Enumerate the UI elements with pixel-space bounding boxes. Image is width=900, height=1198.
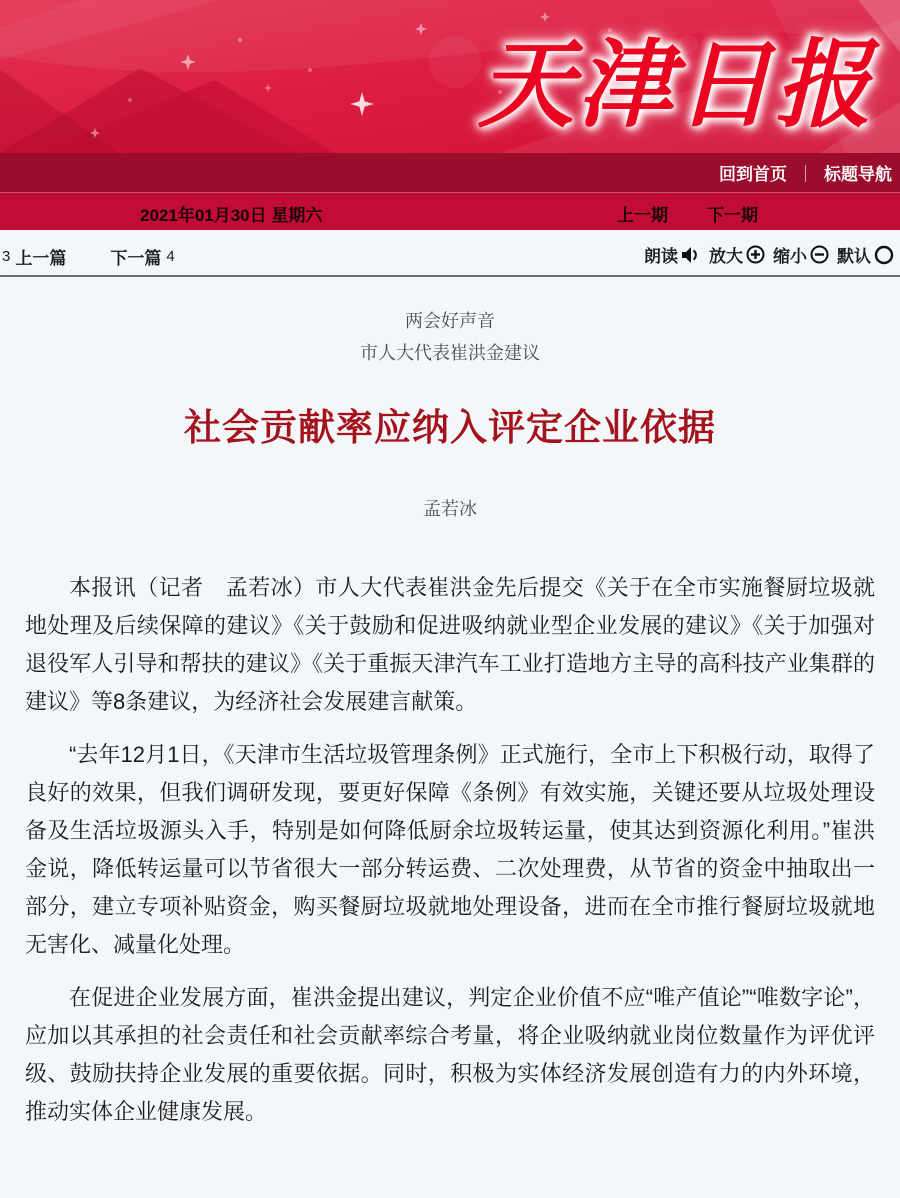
article-headline: 社会贡献率应纳入评定企业依据 bbox=[184, 407, 716, 448]
zoom-in-plus-circle-icon bbox=[746, 245, 765, 264]
speaker-icon bbox=[681, 246, 701, 264]
default-size-button[interactable] bbox=[837, 242, 894, 267]
masthead-banner bbox=[0, 0, 900, 153]
zoom-out-label: 缩小 bbox=[773, 247, 807, 266]
article-body bbox=[25, 569, 875, 1131]
next-article-button[interactable]: 下一篇 bbox=[110, 249, 162, 268]
issue-date: 2021年01月30日 星期六 bbox=[140, 206, 323, 225]
previous-issue-link[interactable]: 上一期 bbox=[617, 206, 668, 225]
zoom-in-button[interactable] bbox=[709, 242, 765, 267]
article-paragraph: “去年12月1日，《天津市生活垃圾管理条例》正式施行，全市上下积极行动，取得了良好的效果，但我们调研发现，要更好保障《条例》有效实施，关键还要从垃圾处理设备及生活垃圾源头入手，特别是如何降低厨余垃圾转运量，使其达到资源化利用。”崔洪金说，降低转运量可以节省很大一部分转运费、二次处理费，从节省的资金中抽取出一部分，建立专项补贴资金，购买餐厨垃圾就地处理设备，进而在全市推行餐厨垃圾就地无害化、减量化处理。 bbox=[25, 742, 875, 957]
date-bar bbox=[0, 192, 900, 230]
zoom-in-label: 放大 bbox=[709, 247, 743, 266]
read-aloud-button[interactable] bbox=[644, 242, 701, 267]
newspaper-logo[interactable]: 天津日报 bbox=[478, 32, 874, 139]
article-kicker-line2: 市人大代表崔洪金建议 bbox=[360, 343, 540, 363]
next-issue-link[interactable]: 下一期 bbox=[707, 206, 758, 225]
article-paragraph: 本报讯（记者 孟若冰）市人大代表崔洪金先后提交《关于在全市实施餐厨垃圾就地处理及后续保障的建议》《关于鼓励和促进吸纳就业型企业发展的建议》《关于加强对退役军人引导和帮扶的建议》《关于重振天津汽车工业打造地方主导的高科技产业集群的建议》等8条建议，为经济社会发展建言献策。 bbox=[25, 575, 875, 714]
article bbox=[0, 277, 900, 1131]
article-paragraph: 在促进企业发展方面，崔洪金提出建议，判定企业价值不应“唯产值论”“唯数字论”，应加以其承担的社会责任和社会贡献率综合考量，将企业吸纳就业岗位数量作为评优评级、鼓励扶持企业发展的重要依据。同时，积极为实体经济发展创造有力的内外环境，推动实体企业健康发展。 bbox=[25, 985, 875, 1124]
zoom-out-minus-circle-icon bbox=[810, 245, 829, 264]
prev-article-button[interactable]: 上一篇 bbox=[15, 249, 67, 268]
article-kicker-line1: 两会好声音 bbox=[405, 311, 495, 331]
back-to-home-link[interactable]: 回到首页 bbox=[719, 165, 787, 184]
article-author: 孟若冰 bbox=[423, 499, 477, 519]
title-navigation-link[interactable]: 标题导航 bbox=[824, 165, 892, 184]
prev-article-arrow-icon[interactable]: 3 bbox=[2, 248, 11, 265]
zoom-out-button[interactable] bbox=[773, 242, 829, 267]
default-size-label: 默认 bbox=[837, 247, 871, 266]
top-nav-bar bbox=[0, 153, 900, 192]
article-pager bbox=[2, 244, 175, 269]
article-toolbar bbox=[0, 230, 900, 277]
nav-separator: ｜ bbox=[797, 165, 814, 184]
default-size-circle-icon bbox=[874, 245, 894, 265]
reading-tools bbox=[636, 242, 894, 267]
read-aloud-label: 朗读 bbox=[644, 247, 678, 266]
next-article-arrow-icon[interactable]: 4 bbox=[166, 248, 175, 265]
